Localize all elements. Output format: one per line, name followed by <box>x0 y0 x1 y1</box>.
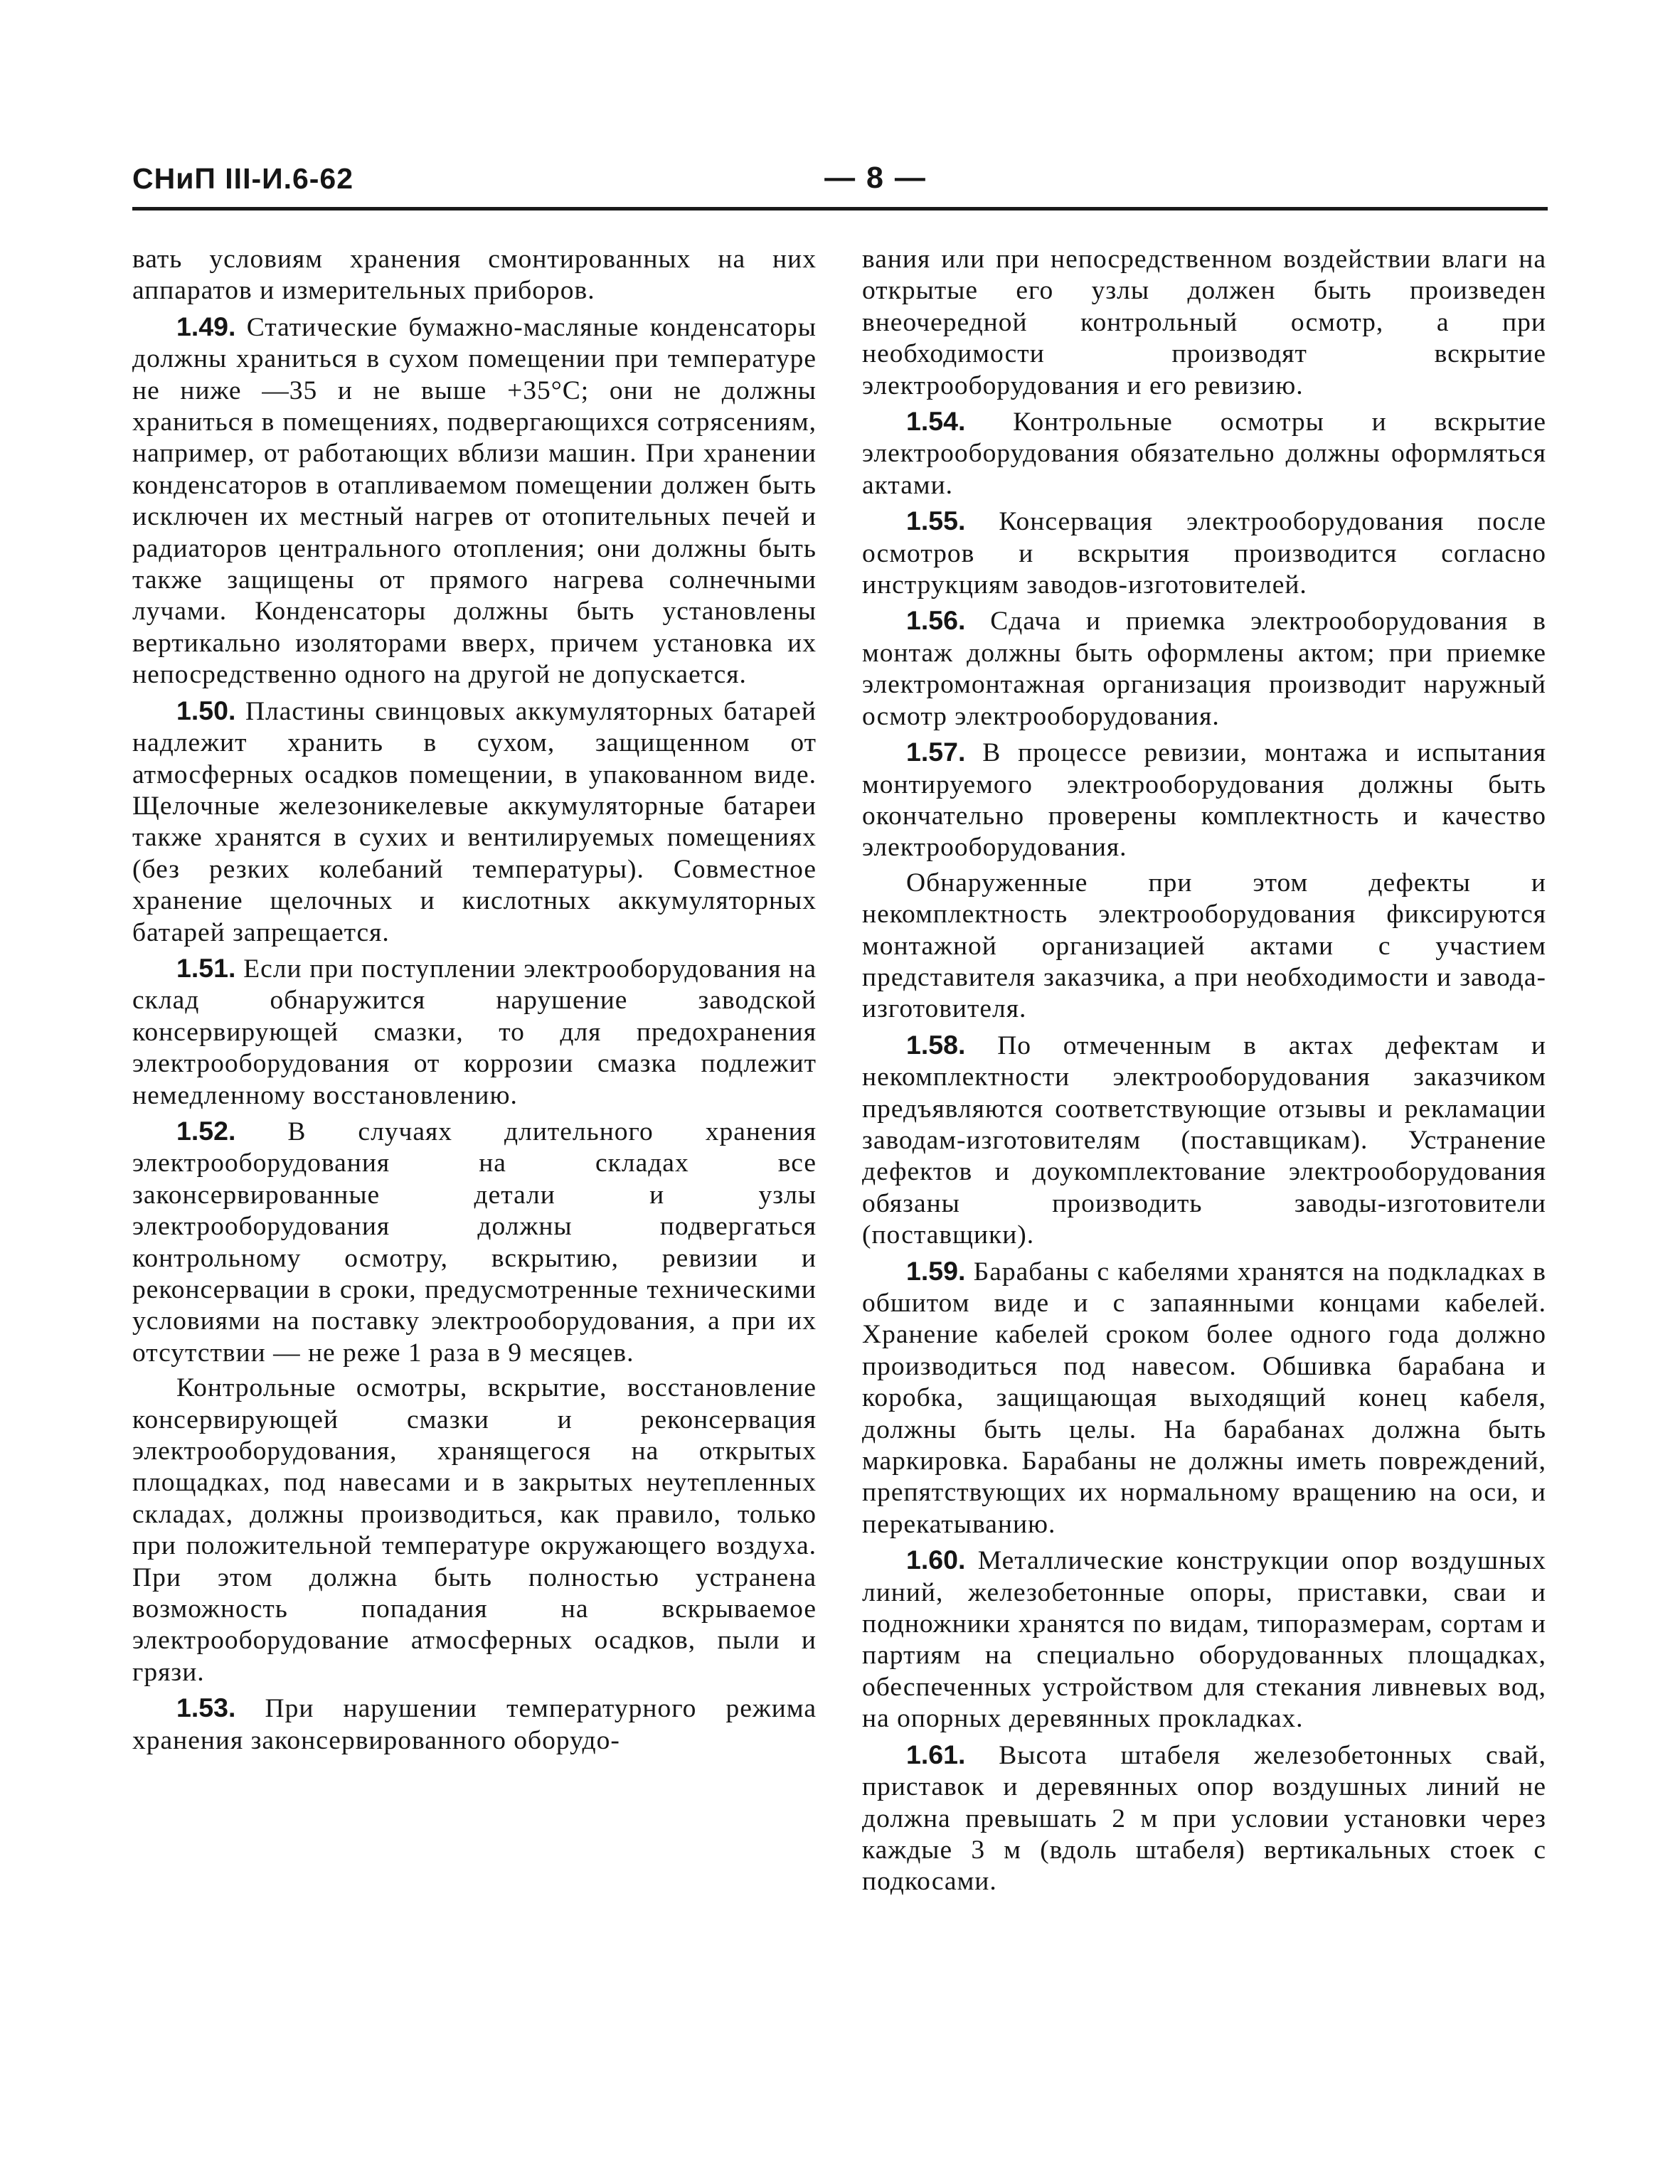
clause-paragraph <box>132 1692 817 1757</box>
paragraph-text: По отмеченным в актах дефектам и некомплектности электрооборудования заказчиком предъявляются соответствующие отзывы и рекламации заводам-изготовителям (поставщикам). Устранение дефектов и доукомплектование электрооборудования обязаны производить заводы-изготовители (поставщики). <box>862 1030 1547 1250</box>
paragraph-text: В случаях длительного хранения электрооборудования на складах все законсервированные детали и узлы электрооборудования должны подвергаться контрольному осмотру, вскрытию, ревизии и реконсервации в сроки, предусмотренные техническими условиями на поставку электрооборудования, а при их отсутствии — не реже 1 раза в 9 месяцев. <box>132 1117 817 1368</box>
clause-paragraph <box>132 695 817 949</box>
right-column <box>862 244 1546 1902</box>
paragraph-text: В процессе ревизии, монтажа и испытания монтируемого электрооборудования должны быть окончательно проверены комплектность и качество электрооборудования. <box>862 738 1546 863</box>
paragraph-text: Контрольные осмотры и вскрытие электрооборудования обязательно должны оформляться актами. <box>862 407 1547 500</box>
clause-number: 1.59. <box>906 1255 966 1286</box>
clause-paragraph <box>862 604 1546 733</box>
paragraph-text: При нарушении температурного режима хранения законсервированного оборудо- <box>132 1694 817 1755</box>
clause-paragraph <box>862 1739 1546 1898</box>
clause-paragraph <box>862 1255 1546 1541</box>
clause-paragraph <box>132 311 817 691</box>
page-number: — 8 — <box>824 161 927 195</box>
paragraph-text: Барабаны с кабелями хранятся на подкладках в обшитом виде и с запаянными концами кабелей. Хранение кабелей сроком более одного года должно производиться под навесом. Обшивка барабана и коробка, защищающая выходящий конец кабеля, должны быть целы. На барабанах должна быть маркировка. Барабаны не должны иметь повреждений, препятствующих их нормальному вращению на оси, и перекатыванию. <box>862 1257 1546 1539</box>
clause-paragraph <box>132 952 817 1112</box>
clause-number: 1.58. <box>906 1029 966 1060</box>
paragraph <box>862 868 1546 1026</box>
clause-number: 1.57. <box>906 737 966 767</box>
header-rule <box>132 207 1548 211</box>
clause-number: 1.52. <box>176 1115 236 1146</box>
clause-number: 1.53. <box>176 1693 236 1723</box>
page-header <box>132 162 1548 205</box>
clause-number: 1.56. <box>906 605 966 636</box>
clause-paragraph <box>132 1115 817 1369</box>
paragraph <box>132 1373 817 1688</box>
clause-paragraph <box>862 505 1546 601</box>
clause-number: 1.51. <box>176 952 236 983</box>
paragraph <box>862 244 1546 402</box>
paragraph-text: вания или при непосредственном воздействии влаги на открытые его узлы должен быть произведен внеочередной контрольный осмотр, а при необходимости производят вскрытие электрооборудования и его ревизию. <box>862 245 1546 400</box>
clause-paragraph <box>862 736 1546 864</box>
paragraph-text: Консервация электрооборудования после осмотров и вскрытия производится согласно инструкциям заводов-изготовителей. <box>862 507 1546 600</box>
clause-number: 1.54. <box>906 406 966 437</box>
clause-number: 1.50. <box>176 695 236 725</box>
document-code: СНиП III-И.6-62 <box>132 162 354 195</box>
left-column <box>132 244 817 1760</box>
clause-paragraph <box>862 1029 1546 1252</box>
paragraph-text: Сдача и приемка электрооборудования в монтаж должны быть оформлены актом; при приемке электромонтажная организация производит наружный осмотр электрооборудования. <box>862 607 1546 731</box>
paragraph-text: Высота штабеля железобетонных свай, приставок и деревянных опор воздушных линий не должна превышать 2 м при условии установки через каждые 3 м (вдоль штабеля) вертикальных стоек с подкосами. <box>862 1740 1546 1897</box>
clause-paragraph <box>862 405 1546 501</box>
paragraph-text: Статические бумажно-масляные конденсаторы должны храниться в сухом помещении при температуре не ниже —35 и не выше +35°С; они не должны храниться в помещениях, подвергающихся сотрясениям, например, от работающих вблизи машин. При хранении конденсаторов в отапливаемом помещении должен быть исключен их местный нагрев от отопительных печей и радиаторов центрального отопления; они должны быть также защищены от прямого нагрева солнечными лучами. Конденсаторы должны быть установлены вертикально изоляторами вверх, причем установка их непосредственно одного на другой не допускается. <box>132 312 817 690</box>
paragraph-text: вать условиям хранения смонтированных на них аппаратов и измерительных приборов. <box>132 245 817 306</box>
clause-number: 1.49. <box>176 311 236 341</box>
clause-number: 1.60. <box>906 1545 966 1575</box>
clause-number: 1.55. <box>906 506 966 536</box>
clause-number: 1.61. <box>906 1739 966 1769</box>
paragraph-text: Обнаруженные при этом дефекты и некомплектность электрооборудования фиксируются монтажной организацией актами с участием представителя заказчика, а при необходимости и завода-изготовителя. <box>862 868 1546 1024</box>
paragraph-text: Если при поступлении электрооборудования на склад обнаружится нарушение заводской консервирующей смазки, то для предохранения электрооборудования от коррозии смазка подлежит немедленному восстановлению. <box>132 954 817 1110</box>
paragraph-text: Контрольные осмотры, вскрытие, восстановление консервирующей смазки и реконсервация электрооборудования, хранящегося на открытых площадках, под навесами и в закрытых неутепленных складах, должны производиться, как правило, только при положительной температуре окружающего воздуха. При этом должна быть полностью устранена возможность попадания на вскрываемое электрооборудование атмосферных осадков, пыли и грязи. <box>132 1373 817 1687</box>
paragraph-text: Металлические конструкции опор воздушных линий, железобетонные опоры, приставки, сваи и подножники хранятся по видам, типоразмерам, сортам и партиям на специально оборудованных площадках, обеспеченных устройством для стекания ливневых вод, на опорных деревянных прокладках. <box>862 1546 1547 1734</box>
paragraph-text: Пластины свинцовых аккумуляторных батарей надлежит хранить в сухом, защищенном от атмосферных осадков помещении, в упакованном виде. Щелочные железоникелевые аккумуляторные батареи также хранятся в сухих и вентилируемых помещениях (без резких колебаний температуры). Совместное хранение щелочных и кислотных аккумуляторных батарей запрещается. <box>132 696 817 947</box>
paragraph <box>132 244 817 307</box>
clause-paragraph <box>862 1544 1546 1735</box>
